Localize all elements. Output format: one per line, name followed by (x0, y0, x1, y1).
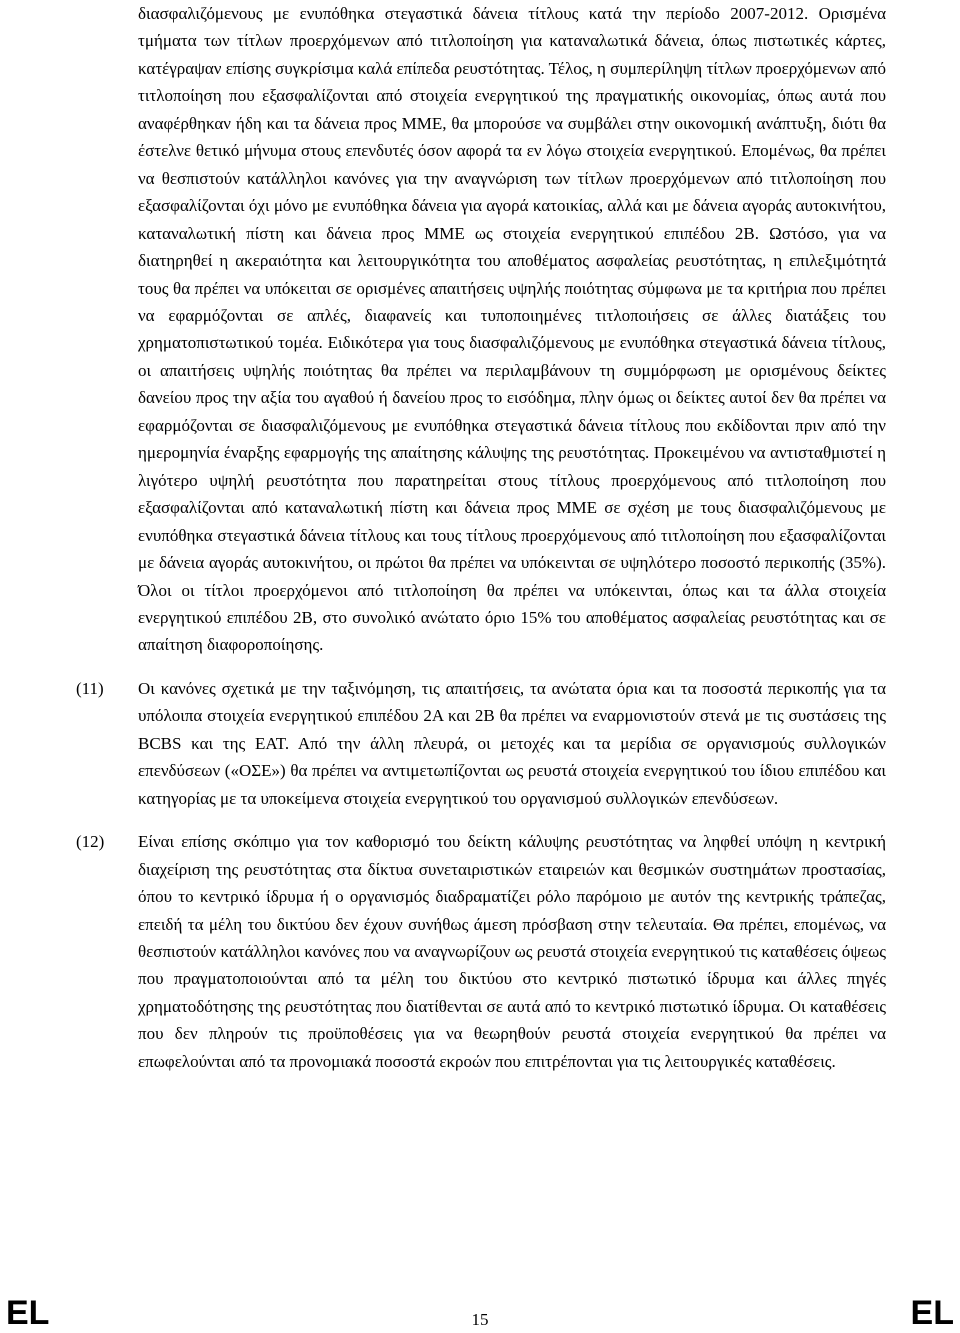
paragraph-text: Είναι επίσης σκόπιμο για τον καθορισμό του δείκτη κάλυψης ρευστότητας να ληφθεί υπόψη η κεντρική διαχείριση της ρευστότητας στα δίκτυα συνεταιριστικών εταιρειών και θεσμικών συστημάτων προστασίας, όπου το κεντρικό ίδρυμα ή ο οργανισμός διαδραματίζει ρόλο παρόμοιο με αυτόν της κεντρικής τράπεζας, επειδή τα μέλη του δικτύου δεν έχουν συνήθως άμεση πρόσβαση στην τελευταία. Θα πρέπει, επομένως, να θεσπιστούν κατάλληλοι κανόνες που να αναγνωρίζουν ως ρευστά στοιχεία ενεργητικού τις καταθέσεις όψεως που πραγματοποιούνται από τα μέλη του δικτύου στο κεντρικό πιστωτικό ίδρυμα και άλλες πηγές χρηματοδότησης της ρευστότητας που διατίθενται σε αυτά από το κεντρικό πιστωτικό ίδρυμα. Οι καταθέσεις που δεν πληρούν τις προϋποθέσεις για να θεωρηθούν ρευστά στοιχεία ενεργητικού θα πρέπει να επωφελούνται από τα προνομιακά ποσοστά εκροών που επιτρέπονται για τις λειτουργικές καταθέσεις. (138, 832, 886, 1071)
paragraph-number: (12) (76, 832, 105, 852)
paragraph-continued (138, 0, 886, 659)
page-number: 15 (471, 1310, 489, 1329)
paragraph-text: Οι κανόνες σχετικά με την ταξινόμηση, τις απαιτήσεις, τα ανώτατα όρια και τα ποσοστά περικοπής για τα υπόλοιπα στοιχεία ενεργητικού επιπέδου 2Α και 2Β θα πρέπει να εναρμονιστούν στενά με τις συστάσεις της BCBS και της ΕΑΤ. Από την άλλη πλευρά, οι μετοχές και τα μερίδια σε οργανισμούς συλλογικών επενδύσεων («ΟΣΕ») θα πρέπει να αντιμετωπίζονται ως ρευστά στοιχεία ενεργητικού του ίδιου επιπέδου και κατηγορίας με τα υποκείμενα στοιχεία ενεργητικού του οργανισμού συλλογικών επενδύσεων. (138, 678, 886, 808)
paragraph-12 (76, 828, 886, 1075)
footer-language-right: EL (910, 1294, 954, 1332)
document-body (76, 0, 886, 1075)
paragraph-number: (11) (76, 678, 104, 698)
paragraph-11 (76, 675, 886, 812)
paragraph-text: διασφαλιζόμενους με ενυπόθηκα στεγαστικά δάνεια τίτλους κατά την περίοδο 2007-2012. Ορισμένα τμήματα των τίτλων προερχόμενων από τιτλοποίηση για καταναλωτικά δάνεια, όπως πιστωτικές κάρτες, κατέγραψαν επίσης συγκρίσιμα καλά επίπεδα ρευστότητας. Τέλος, η συμπερίληψη τίτλων προερχόμενων από τιτλοποίηση που εξασφαλίζονται από στοιχεία ενεργητικού της πραγματικής οικονομίας, όπως αυτά που αναφέρθηκαν ήδη και τα δάνεια προς ΜΜΕ, θα μπορούσε να συμβάλει στην οικονομική ανάπτυξη, διότι θα έστελνε θετικό μήνυμα στους επενδυτές όσον αφορά τα εν λόγω στοιχεία ενεργητικού. Επομένως, θα πρέπει να θεσπιστούν κατάλληλοι κανόνες για την αναγνώριση των τίτλων προερχόμενων από τιτλοποίηση που εξασφαλίζονται όχι μόνο με ενυπόθηκα δάνεια για αγορά κατοικίας, αλλά και με δάνεια αγοράς αυτοκινήτου, καταναλωτική πίστη και δάνεια προς ΜΜΕ ως στοιχεία ενεργητικού επιπέδου 2Β. Ωστόσο, για να διατηρηθεί η ακεραιότητα και λειτουργικότητα του αποθέματος ασφαλείας ρευστότητας, η επιλεξιμότητά τους θα πρέπει να υπόκειται σε ορισμένες απαιτήσεις υψηλής ποιότητας σύμφωνα με τα κριτήρια που πρέπει να εφαρμόζονται σε απλές, διαφανείς και τυποποιημένες τιτλοποιήσεις σε άλλες διατάξεις του χρηματοπιστωτικού τομέα. Ειδικότερα για τους διασφαλιζόμενους με ενυπόθηκα στεγαστικά δάνεια τίτλους, οι απαιτήσεις υψηλής ποιότητας θα πρέπει να περιλαμβάνουν τη συμμόρφωση με ορισμένους δείκτες δανείου προς την αξία του αγαθού ή δανείου προς το εισόδημα, πλην όμως οι δείκτες αυτοί δεν θα πρέπει να εφαρμόζονται σε διασφαλιζόμενους με ενυπόθηκα στεγαστικά δάνεια τίτλους που εκδίδονται πριν από την ημερομηνία έναρξης εφαρμογής της απαίτησης κάλυψης της ρευστότητας. Προκειμένου να αντισταθμιστεί η λιγότερο υψηλή ρευστότητα που παρατηρείται στους τίτλους προερχόμενους από τιτλοποίηση που εξασφαλίζονται από καταναλωτική πίστη και δάνεια προς ΜΜΕ σε σχέση με τους διασφαλιζόμενους με ενυπόθηκα στεγαστικά δάνεια τίτλους και τους τίτλους προερχόμενους από τιτλοποίηση που εξασφαλίζονται με δάνεια αγοράς αυτοκινήτου, οι πρώτοι θα πρέπει να υπόκεινται σε υψηλότερο ποσοστό περικοπής (35%). Όλοι οι τίτλοι προερχόμενοι από τιτλοποίηση θα πρέπει να υπόκεινται, όπως και τα άλλα στοιχεία ενεργητικού επιπέδου 2Β, στο συνολικό ανώτατο όριο 15% του αποθέματος ασφαλείας ρευστότητας και σε απαίτηση διαφοροποίησης. (138, 4, 886, 655)
footer-language-left: EL (6, 1294, 50, 1332)
